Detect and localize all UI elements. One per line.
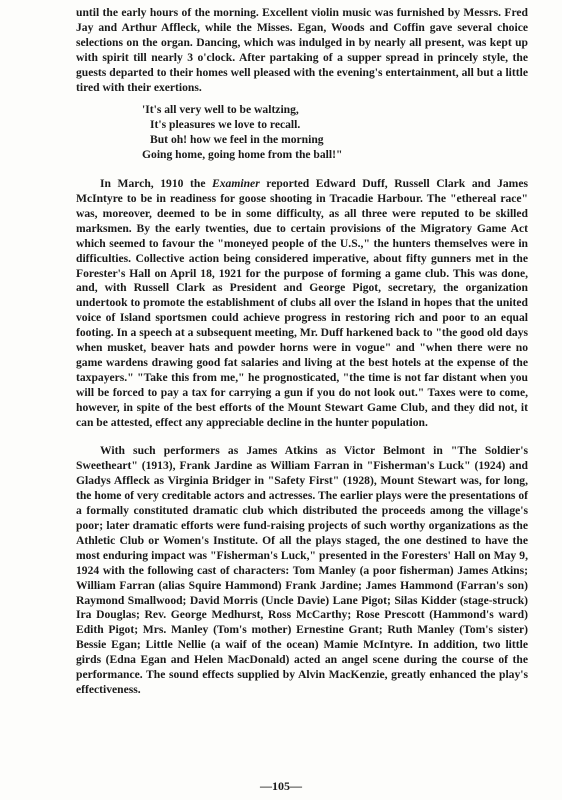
paragraph-spacer (76, 430, 528, 444)
newspaper-title: Examiner (212, 177, 260, 191)
verse-line: 'It's all very well to be waltzing, (142, 103, 299, 117)
paragraph-dance-account: until the early hours of the morning. Excellent violin music was furnished by Messrs. Fred Jay and Arthur Affleck, while the Misses. Egan, Woods and Coffin gave several choice selections on the organ. Dancing, which was indulged in by nearly all present, was kept up with spirit till nearly 3 o'clock. After partaking of a supper spread in princely style, the guests departed to their homes well pleased with the evening's entertainment, all but a little tired with their exertions. (76, 6, 528, 94)
paragraph-game-club-body: reported Edward Duff, Russell Clark and James McIntyre to be in readiness for goose shooting in Tracadie Harbour. The "ethereal race" was, moreover, deemed to be in some difficulty, as all three were reputed to be skilled marksmen. By the early twenties, due to certain provisions of the Migratory Game Act which seemed to favour the "moneyed people of the U.S.," the hunters themselves were in difficulties. Collective action being considered imperative, about fifty gunners met in the Forester's Hall on April 18, 1921 for the purpose of forming a game club. This was done, and, with Russell Clark as President and George Pigot, secretary, the organization undertook to promote the establishment of clubs all over the Island in hopes that the united voice of Island sportsmen could achieve progress in restoring rich and poor to an equal footing. In a speech at a subsequent meeting, Mr. Duff harkened back to "the good old days when musket, beaver hats and powder horns were in vogue" and "when there were no game wardens drawing good fat salaries and living at the best hotels at the expense of the taxpayers." "Take this from me," he prognosticated, "the time is not far distant when you will be forced to pay a tax for carrying a gun if you do not look out." Taxes were to come, however, in spite of the best efforts of the Mount Stewart Game Club, and they did not, it can be attested, effect any appreciable decline in the hunter population. (76, 177, 528, 429)
paragraph-spacer (76, 163, 528, 177)
text-column (76, 6, 528, 698)
page-number: —105— (260, 779, 302, 793)
paragraph-game-club (76, 177, 528, 430)
verse-line: Going home, going home from the ball!" (142, 148, 343, 162)
paragraph-dramatic-club: With such performers as James Atkins as Victor Belmont in "The Soldier's Sweetheart" (1913), Frank Jardine as William Farran in "Fisherman's Luck" (1924) and Gladys Affleck as Virginia Bridger in "Safety First" (1928), Mount Stewart was, for long, the home of very creditable actors and actresses. The earlier plays were the presentations of a formally constituted dramatic club which distributed the proceeds among the village's poor; later dramatic efforts were fund-raising projects of such worthy organizations as the Athletic Club or Women's Institute. Of all the plays staged, the one destined to have the most enduring impact was "Fisherman's Luck," presented in the Foresters' Hall on May 9, 1924 with the following cast of characters: Tom Manley (a poor fisherman) James Atkins; William Farran (alias Squire Hammond) Frank Jardine; James Hammond (Farran's son) Raymond Smallwood; David Morris (Uncle Davie) Lane Pigot; Silas Kidder (stage-struck) Ira Douglas; Rev. George Medhurst, Ross McCarthy; Rose Prescott (Hammond's ward) Edith Pigot; Mrs. Manley (Tom's mother) Ernestine Grant; Ruth Manley (Tom's sister) Bessie Egan; Little Nellie (a waif of the ocean) Mamie McIntyre. In addition, two little girds (Edna Egan and Helen MacDonald) acted an angel scene during the course of the performance. The sound effects supplied by Alvin MacKenzie, greatly enhanced the play's effectiveness. (76, 444, 528, 696)
paragraph-game-club-lead: In March, 1910 the (100, 177, 213, 191)
verse-quotation (142, 103, 528, 163)
verse-line: But oh! how we feel in the morning (150, 133, 324, 147)
verse-line: It's pleasures we love to recall. (150, 118, 301, 132)
